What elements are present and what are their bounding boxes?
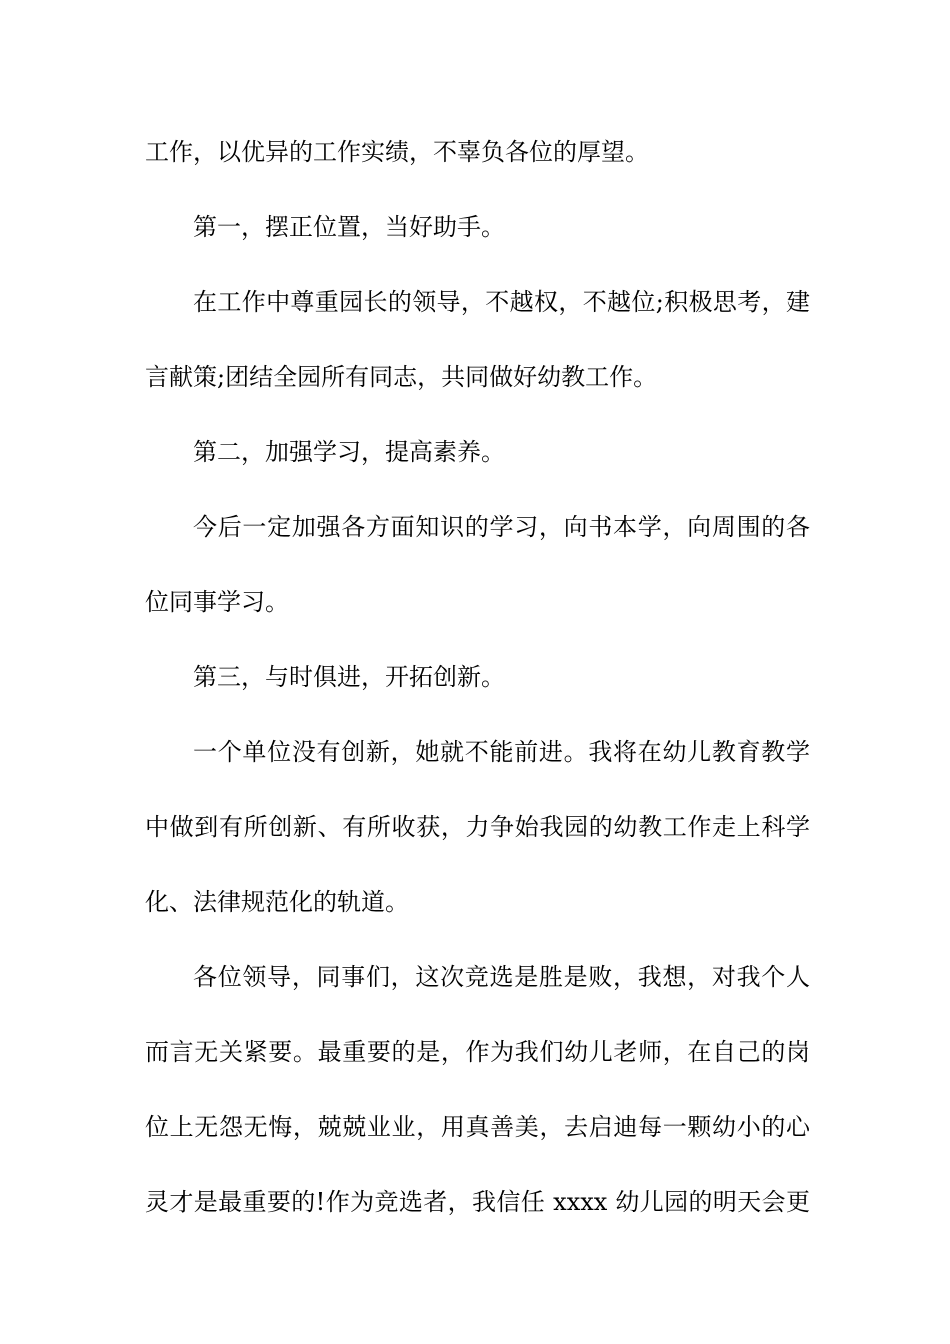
text-line: 一个单位没有创新，她就不能前进。我将在幼儿教育教学 [193,738,810,766]
text-line: 而言无关紧要。最重要的是，作为我们幼儿老师，在自己的岗 [145,1038,810,1066]
section-heading: 第三，与时俱进，开拓创新。 [193,663,505,691]
section-heading: 第一，摆正位置，当好助手。 [193,213,505,241]
text-line: 各位领导，同事们，这次竞选是胜是败，我想，对我个人 [193,963,810,991]
text-line: 位上无怨无悔，兢兢业业，用真善美，去启迪每一颗幼小的心 [145,1113,810,1141]
section-heading: 第二，加强学习，提高素养。 [193,438,505,466]
text-line: 今后一定加强各方面知识的学习，向书本学，向周围的各 [193,513,810,541]
text-line: 化、法律规范化的轨道。 [145,888,409,916]
text-line: 言献策;团结全园所有同志，共同做好幼教工作。 [145,363,658,391]
text-line: 中做到有所创新、有所收获，力争始我园的幼教工作走上科学 [145,813,810,841]
text-line: 工作，以优异的工作实绩，不辜负各位的厚望。 [145,138,649,166]
text-line: 位同事学习。 [145,588,289,616]
text-line: 在工作中尊重园长的领导，不越权，不越位;积极思考，建 [193,288,810,316]
text-line: 灵才是最重要的!作为竞选者，我信任 xxxx 幼儿园的明天会更 [145,1188,810,1216]
